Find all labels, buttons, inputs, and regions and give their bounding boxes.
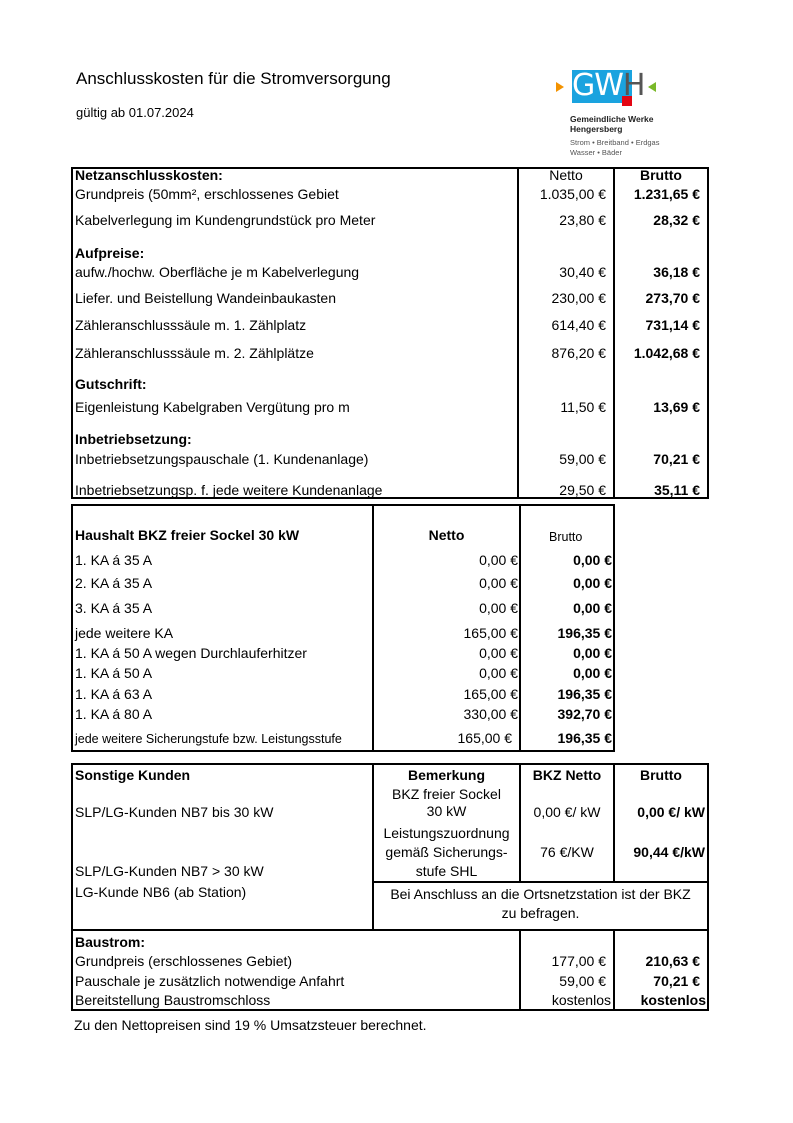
netz-row-netto: 876,20 €	[551, 345, 606, 361]
haushalt-row-brutto: 0,00 €	[573, 645, 612, 661]
haushalt-row-brutto: 196,35 €	[557, 686, 612, 702]
sonstige-col-bemerkung: Bemerkung	[407, 767, 486, 783]
sonstige-note-top	[372, 881, 709, 883]
netz-col-brutto: Brutto	[640, 167, 682, 183]
orange-arrow-icon	[556, 82, 564, 92]
haushalt-row-netto: 165,00 €	[463, 686, 518, 702]
haushalt-row-label: jede weitere Sicherungstufe bzw. Leistungsstufe	[75, 732, 342, 746]
haushalt-row-netto: 0,00 €	[479, 552, 518, 568]
sonstige-row3-label: LG-Kunde NB6 (ab Station)	[75, 884, 247, 900]
haushalt-row-label: 1. KA á 80 A	[75, 706, 153, 722]
haushalt-col-brutto: Brutto	[549, 530, 583, 544]
sonstige-row2-label: SLP/LG-Kunden NB7 > 30 kW	[75, 863, 264, 879]
baustrom-row-netto: 59,00 €	[559, 973, 606, 989]
green-arrow-icon	[648, 82, 656, 92]
logo-services	[570, 138, 659, 158]
netz-row-brutto: 35,11 €	[654, 482, 700, 498]
valid-from: gültig ab 01.07.2024	[76, 105, 194, 120]
sonstige-row3-note-1: Bei Anschluss an die Ortsnetzstation ist der BKZ	[390, 886, 691, 902]
sonstige-row1-label: SLP/LG-Kunden NB7 bis 30 kW	[75, 804, 274, 820]
netz-row-label: aufw./hochw. Oberfläche je m Kabelverlegung	[75, 264, 360, 280]
logo-services-line2: Wasser • Bäder	[570, 148, 622, 157]
page-title: Anschlusskosten für die Stromversorgung	[76, 69, 391, 88]
haushalt-row-netto: 0,00 €	[479, 645, 518, 661]
netz-sub-inbetrieb: Inbetriebsetzung:	[75, 431, 192, 447]
netz-row-label: Kabelverlegung im Kundengrundstück pro Meter	[75, 212, 376, 228]
netz-heading: Netzanschlusskosten:	[75, 167, 223, 183]
netz-row-netto: 1.035,00 €	[539, 186, 606, 202]
logo-letters-gw: GW	[572, 68, 623, 103]
baustrom-row-brutto: 70,21 €	[653, 973, 700, 989]
netz-row-netto: 230,00 €	[551, 290, 606, 306]
netz-row-brutto: 1.042,68 €	[633, 345, 700, 361]
haushalt-row-brutto: 196,35 €	[557, 730, 612, 746]
netz-row-brutto: 13,69 €	[653, 399, 700, 415]
haushalt-row-netto: 0,00 €	[479, 575, 518, 591]
netz-row-netto: 614,40 €	[551, 317, 606, 333]
netz-row-brutto: 731,14 €	[645, 317, 700, 333]
netz-row-label: Grundpreis (50mm², erschlossenes Gebiet	[75, 186, 339, 202]
sonstige-row2-bemerkung-1: Leistungszuordnung	[383, 825, 510, 841]
sonstige-row1-bemerkung-1: BKZ freier Sockel	[392, 786, 501, 802]
netz-row-netto: 59,00 €	[559, 451, 606, 467]
haushalt-heading: Haushalt BKZ freier Sockel 30 kW	[75, 527, 300, 543]
netz-row-netto: 23,80 €	[559, 212, 606, 228]
haushalt-row-netto: 0,00 €	[479, 600, 518, 616]
logo-name-line2: Hengersberg	[570, 124, 623, 134]
haushalt-row-netto: 165,00 €	[457, 730, 512, 746]
haushalt-row-brutto: 0,00 €	[573, 600, 612, 616]
netz-row-label: Zähleranschlusssäule m. 1. Zählplatz	[75, 317, 307, 333]
gwh-logo	[556, 70, 676, 160]
haushalt-row-brutto: 0,00 €	[573, 665, 612, 681]
haushalt-row-label: 1. KA á 35 A	[75, 552, 153, 568]
sonstige-row1-bemerkung-2: 30 kW	[426, 803, 467, 819]
sonstige-row2-bemerkung-3: stufe SHL	[415, 863, 478, 879]
netz-row-brutto: 1.231,65 €	[633, 186, 700, 202]
netz-row-brutto: 36,18 €	[653, 264, 700, 280]
logo-letter-h: H	[622, 68, 645, 103]
sonstige-row1-brutto: 0,00 €/ kW	[637, 804, 705, 820]
sonstige-row2-brutto: 90,44 €/kW	[633, 844, 705, 860]
sonstige-row3-note-2: zu befragen.	[501, 905, 580, 921]
haushalt-row-label: 2. KA á 35 A	[75, 575, 153, 591]
netz-sub-gutschrift: Gutschrift:	[75, 376, 147, 392]
haushalt-row-label: 1. KA á 50 A wegen Durchlauferhitzer	[75, 645, 307, 661]
netz-sub-aufpreise: Aufpreise:	[75, 245, 145, 261]
haushalt-row-netto: 0,00 €	[479, 665, 518, 681]
haushalt-row-netto: 330,00 €	[463, 706, 518, 722]
netz-row-label: Inbetriebsetzungspauschale (1. Kundenanlage)	[75, 451, 369, 467]
baustrom-row-label: Pauschale je zusätzlich notwendige Anfahrt	[75, 973, 345, 989]
baustrom-row-brutto: 210,63 €	[645, 953, 700, 969]
sonstige-heading: Sonstige Kunden	[75, 767, 191, 783]
haushalt-row-netto: 165,00 €	[463, 625, 518, 641]
logo-company-name	[570, 114, 653, 134]
netz-row-netto: 11,50 €	[560, 399, 606, 415]
logo-letters	[572, 68, 652, 104]
netz-row-brutto: 273,70 €	[645, 290, 700, 306]
baustrom-row-netto: kostenlos	[551, 992, 611, 1008]
haushalt-row-label: jede weitere KA	[75, 625, 174, 641]
haushalt-col-netto: Netto	[428, 527, 465, 543]
haushalt-row-label: 1. KA á 50 A	[75, 665, 153, 681]
sonstige-row2-netto: 76 €/KW	[540, 844, 594, 860]
haushalt-row-label: 1. KA á 63 A	[75, 686, 153, 702]
sonstige-col-brutto: Brutto	[640, 767, 682, 783]
netz-row-netto: 30,40 €	[559, 264, 606, 280]
sonstige-row2-bemerkung-2: gemäß Sicherungs-	[385, 844, 508, 860]
baustrom-row-netto: 177,00 €	[551, 953, 606, 969]
sonstige-col-bkz-netto: BKZ Netto	[532, 767, 602, 783]
baustrom-row-label: Bereitstellung Baustromschloss	[75, 992, 271, 1008]
netz-row-label: Liefer. und Beistellung Wandeinbaukasten	[75, 290, 336, 306]
baustrom-row-brutto: kostenlos	[640, 992, 706, 1008]
baustrom-heading: Baustrom:	[75, 934, 146, 950]
netz-row-brutto: 70,21 €	[653, 451, 700, 467]
netz-col-netto: Netto	[549, 167, 583, 183]
logo-name-line1: Gemeindliche Werke	[570, 114, 654, 124]
haushalt-row-label: 3. KA á 35 A	[75, 600, 153, 616]
haushalt-row-brutto: 0,00 €	[573, 575, 612, 591]
sonstige-row1-netto: 0,00 €/ kW	[533, 804, 601, 820]
netz-row-label: Eigenleistung Kabelgraben Vergütung pro m	[75, 399, 350, 415]
vat-footnote: Zu den Nettopreisen sind 19 % Umsatzsteuer berechnet.	[74, 1017, 427, 1033]
haushalt-row-brutto: 392,70 €	[557, 706, 612, 722]
haushalt-row-brutto: 196,35 €	[557, 625, 612, 641]
baustrom-row-label: Grundpreis (erschlossenes Gebiet)	[75, 953, 293, 969]
netz-row-brutto: 28,32 €	[653, 212, 700, 228]
logo-services-line1: Strom • Breitband • Erdgas	[570, 138, 660, 147]
netz-row-label: Inbetriebsetzungsp. f. jede weitere Kundenanlage	[75, 482, 383, 498]
netz-row-label: Zähleranschlusssäule m. 2. Zählplätze	[75, 345, 314, 361]
haushalt-row-brutto: 0,00 €	[573, 552, 612, 568]
netz-row-netto: 29,50 €	[559, 482, 606, 498]
